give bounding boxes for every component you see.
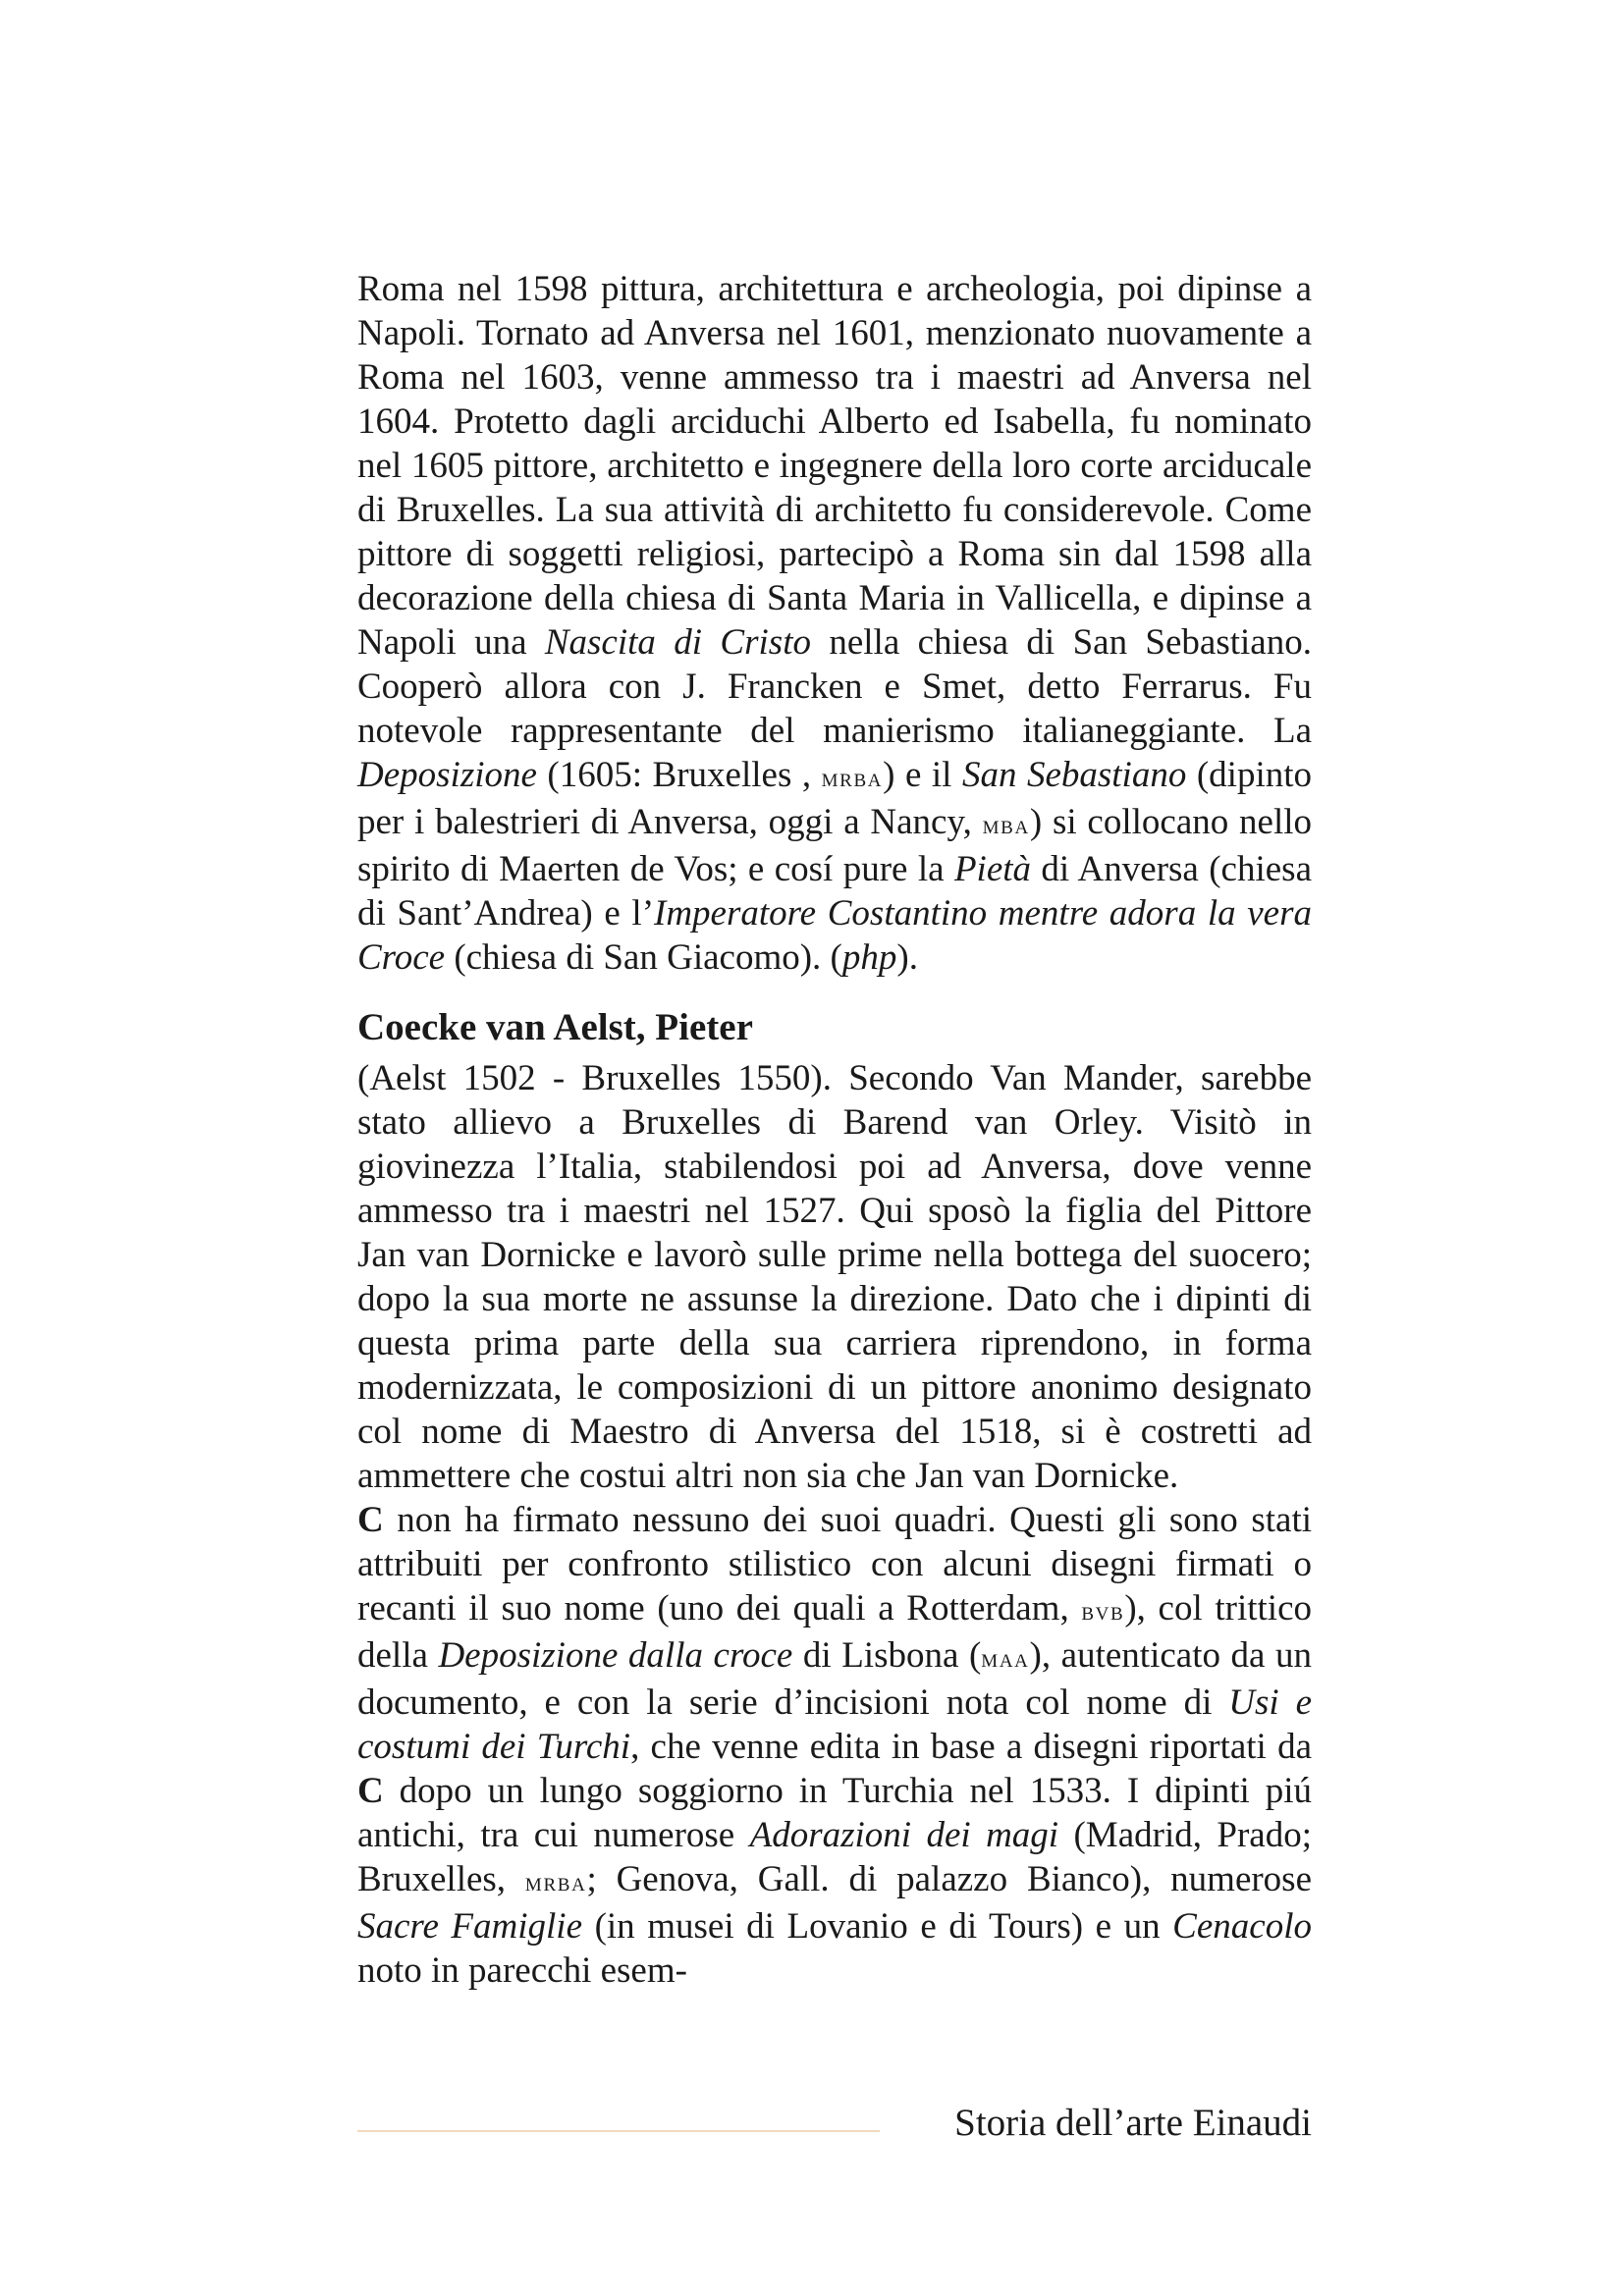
italic-title: Sacre Famiglie	[357, 1906, 583, 1947]
text-run: di Anversa (chiesa di Sant’Andrea) e l’	[357, 849, 1312, 934]
italic-title: Usi e costumi dei Turchi	[357, 1682, 1312, 1767]
text-run: non ha firmato nessuno dei suoi quadri. Questi gli sono stati attribuiti per confronto stilistico con alcuni disegni firmati o recanti il suo nome (uno dei quali a Rotterdam,	[357, 1500, 1312, 1629]
italic-title: php	[841, 937, 897, 978]
italic-title: Adorazioni dei magi	[749, 1815, 1059, 1855]
continuation-paragraph	[357, 267, 1312, 980]
text-run: ), col trittico della	[357, 1588, 1312, 1676]
text-run: ) si collocano nello spirito di Maerten de Vos; e cosí pure la	[357, 802, 1313, 889]
text-run: Roma nel 1598 pittura, architettura e archeologia, poi dipinse a Napoli. Tornato ad Anversa nel 1601, menzionato nuovamente a Roma nel 1603, venne ammesso tra i maestri ad Anversa nel 1604. Protetto dagli arciduchi Alberto ed Isabella, fu nominato nel 1605 pittore, architetto e ingegnere della loro corte arciducale di Bruxelles. La sua attività di architetto fu considerevole. Come pittore di soggetti religiosi, partecipò a Roma sin dal 1598 alla decorazione della chiesa di Santa Maria in Vallicella, e dipinse a Napoli una	[357, 269, 1312, 663]
text-run: (in musei di Lovanio e di Tours) e un	[582, 1906, 1173, 1947]
italic-title: Pietà	[953, 849, 1032, 889]
italic-title: Nascita di Cristo	[544, 622, 811, 663]
text-run: dopo un lungo soggiorno in Turchia nel 1533. I dipinti piú antichi, tra cui numerose	[357, 1771, 1312, 1855]
museum-abbreviation: mba	[982, 810, 1030, 839]
italic-title: Imperatore Costantino mentre adora la vera Croce	[357, 893, 1312, 978]
italic-title: Deposizione dalla croce	[438, 1635, 793, 1676]
text-run: (chiesa di San Giacomo). (	[445, 937, 842, 978]
text-run: nella chiesa di San Sebastiano. Cooperò allora con J. Francken e Smet, detto Ferrarus. Fu notevole rappresentante del manierismo italianeggiante. La	[357, 622, 1312, 751]
bold-initial: C	[357, 1500, 384, 1540]
entry-title: Coecke van Aelst, Pieter	[357, 1006, 753, 1048]
text-run: ; Genova, Gall. di palazzo Bianco), numerose	[586, 1859, 1313, 1899]
text-run: di Lisbona (	[792, 1635, 982, 1676]
footer-title: Storia dell’arte Einaudi	[954, 2102, 1312, 2144]
text-run: (1605: Bruxelles ,	[536, 755, 822, 795]
museum-abbreviation: maa	[981, 1643, 1030, 1673]
italic-title: Cenacolo	[1172, 1906, 1312, 1947]
museum-abbreviation: bvb	[1081, 1596, 1125, 1626]
text-run: (Madrid, Prado; Bruxelles,	[357, 1815, 1312, 1899]
entry-paragraph-attributions	[357, 1498, 1312, 1993]
text-run: ), autenticato da un documento, e con la serie d’incisioni nota col nome di	[357, 1635, 1312, 1723]
text-run: noto in parecchi esem-	[357, 1950, 687, 1991]
text-run: (dipinto per i balestrieri di Anversa, oggi a Nancy,	[357, 755, 1313, 842]
text-run: ).	[896, 937, 918, 978]
entry-paragraph-biography	[357, 1056, 1312, 1498]
text-run: , che venne edita in base a disegni riportati da	[630, 1727, 1312, 1767]
article-body	[357, 267, 1312, 1993]
text-run: (Aelst 1502 - Bruxelles 1550). Secondo Van Mander, sarebbe stato allievo a Bruxelles di Barend van Orley. Visitò in giovinezza l’Italia, stabilendosi poi ad Anversa, dove venne ammesso tra i maestri nel 1527. Qui sposò la figlia del Pittore Jan van Dornicke e lavorò sulle prime nella bottega del suocero; dopo la sua morte ne assunse la direzione. Dato che i dipinti di questa prima parte della sua carriera riprendono, in forma modernizzata, le composizioni di un pittore anonimo designato col nome di Maestro di Anversa del 1518, si è costretti ad ammettere che costui altri non sia che Jan van Dornicke.	[357, 1058, 1312, 1496]
text-run: ) e il	[883, 755, 962, 795]
page-footer	[357, 2089, 1312, 2148]
footer-rule	[357, 2130, 880, 2132]
museum-abbreviation: mrba	[821, 763, 884, 792]
museum-abbreviation: mrba	[524, 1867, 587, 1896]
bold-initial: C	[357, 1771, 384, 1811]
italic-title: Deposizione	[357, 755, 537, 795]
italic-title: San Sebastiano	[961, 755, 1187, 795]
